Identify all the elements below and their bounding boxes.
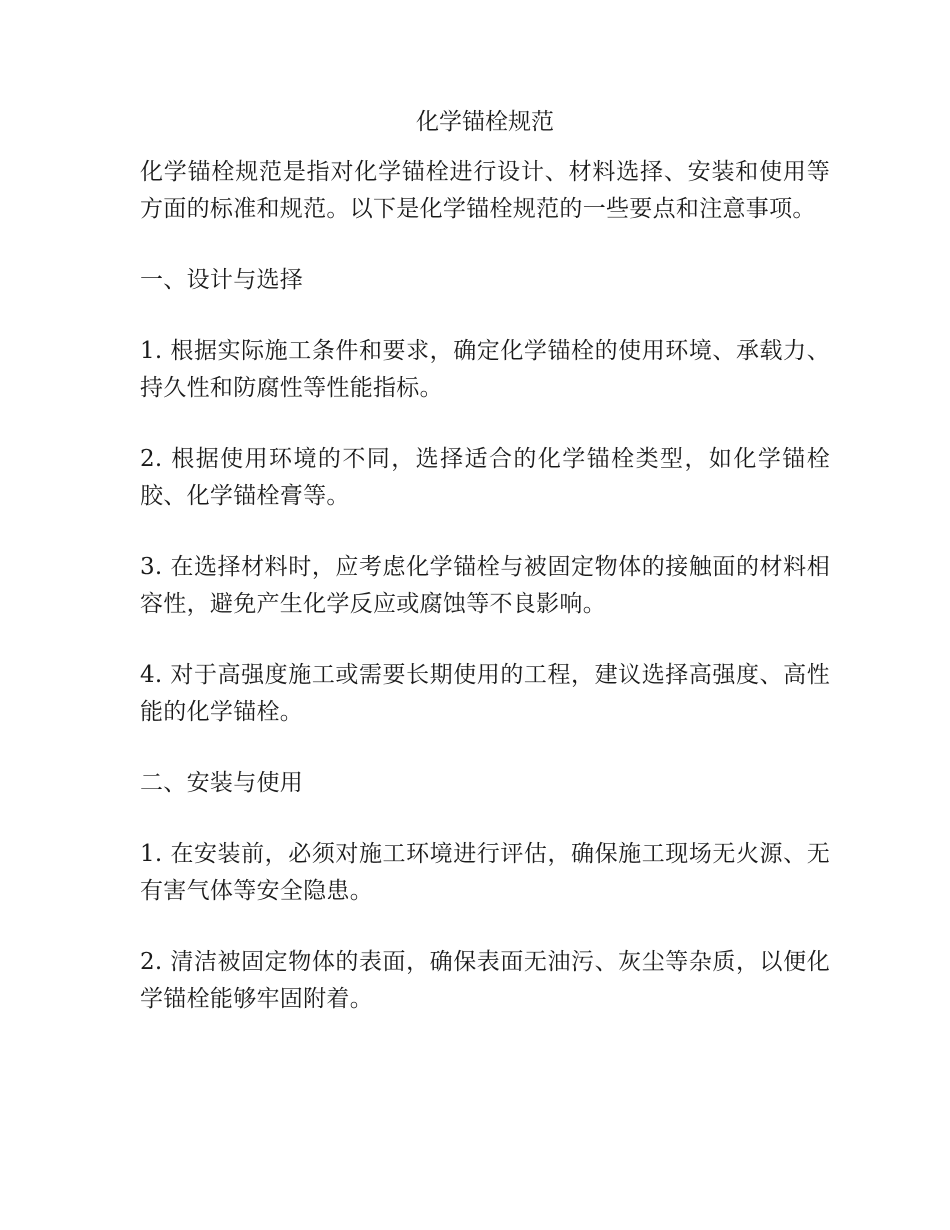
list-item: 2. 根据使用环境的不同，选择适合的化学锚栓类型，如化学锚栓胶、化学锚栓膏等。 xyxy=(140,446,830,509)
list-item: 1. 在安装前，必须对施工环境进行评估，确保施工现场无火源、无有害气体等安全隐患。 xyxy=(140,841,830,904)
document-page xyxy=(140,104,830,1018)
section-heading-installation: 二、安装与使用 xyxy=(140,770,304,796)
list-item: 1. 根据实际施工条件和要求，确定化学锚栓的使用环境、承载力、持久性和防腐性等性能指标。 xyxy=(140,338,830,401)
list-item: 2. 清洁被固定物体的表面，确保表面无油污、灰尘等杂质，以便化学锚栓能够牢固附着。 xyxy=(140,949,830,1012)
list-item: 4. 对于高强度施工或需要长期使用的工程，建议选择高强度、高性能的化学锚栓。 xyxy=(140,662,830,725)
document-title: 化学锚栓规范 xyxy=(416,109,554,135)
list-item: 3. 在选择材料时，应考虑化学锚栓与被固定物体的接触面的材料相容性，避免产生化学反应或腐蚀等不良影响。 xyxy=(140,554,830,617)
section-heading-design: 一、设计与选择 xyxy=(140,267,304,293)
intro-paragraph: 化学锚栓规范是指对化学锚栓进行设计、材料选择、安装和使用等方面的标准和规范。以下是化学锚栓规范的一些要点和注意事项。 xyxy=(140,159,830,222)
